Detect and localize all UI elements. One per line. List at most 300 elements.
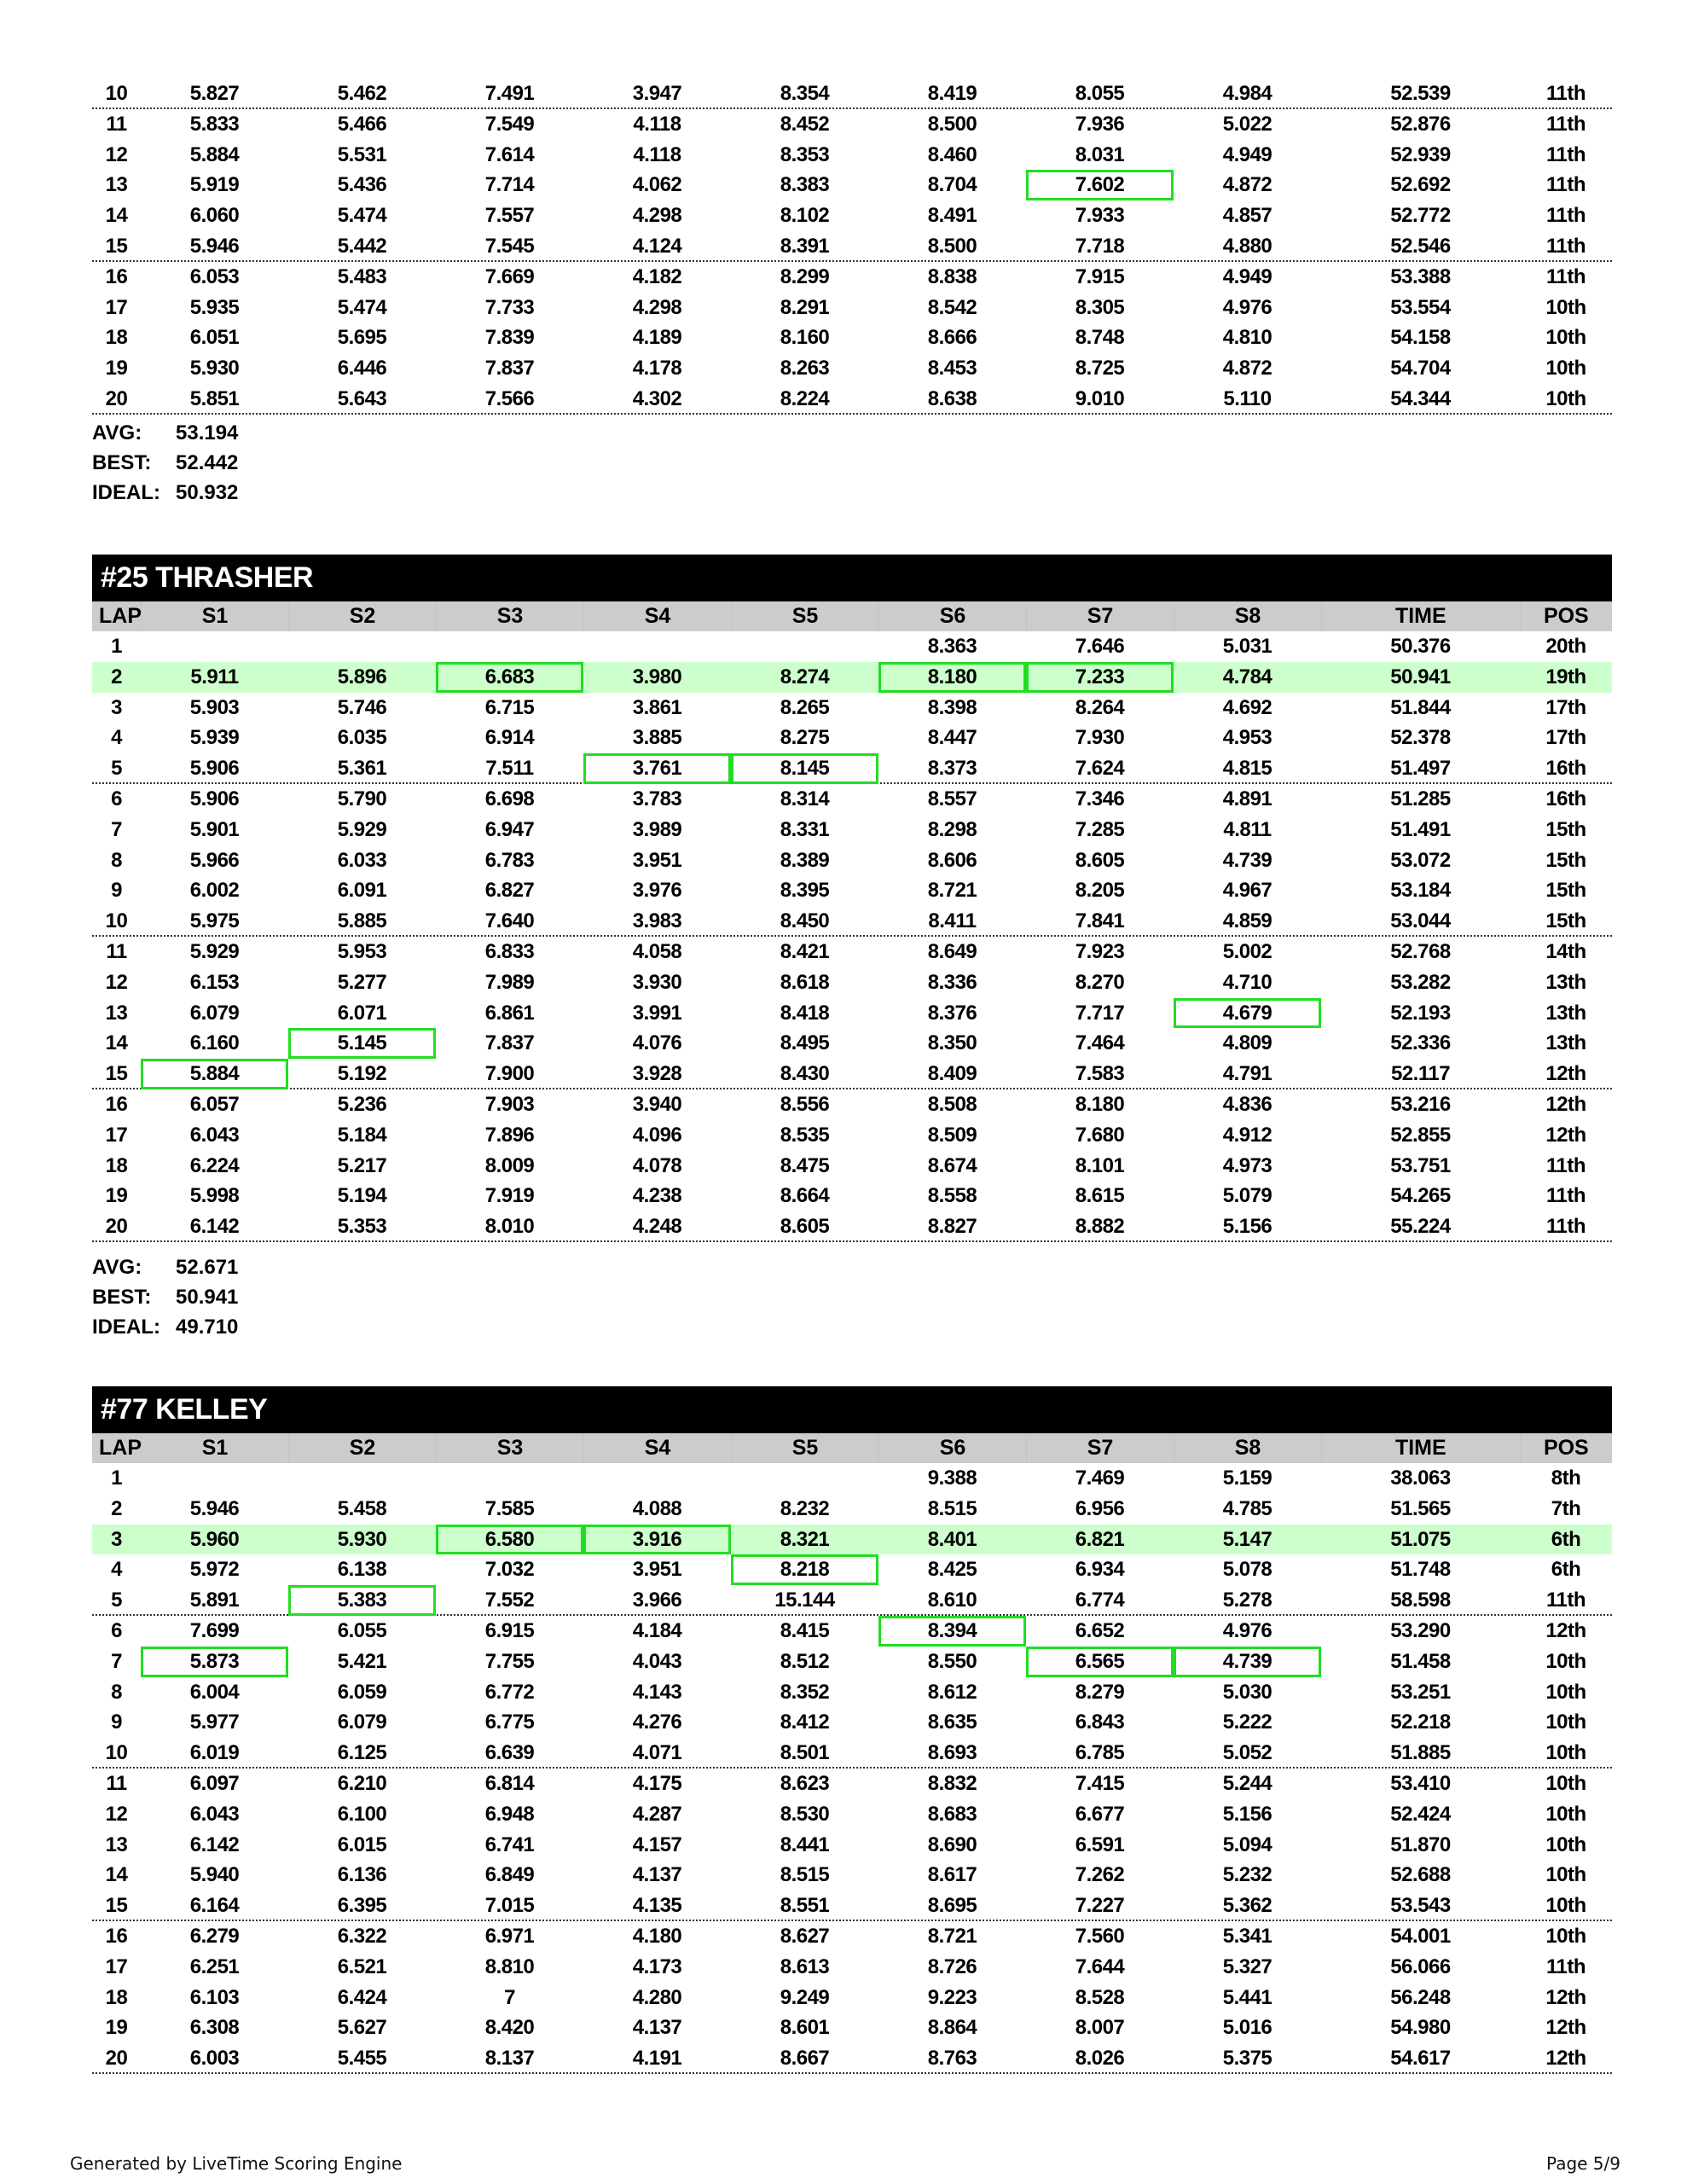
sector-cell: 4.143 bbox=[632, 1680, 682, 1704]
sector-cell: 5.896 bbox=[337, 665, 387, 688]
sector-cell: 4.949 bbox=[1222, 142, 1272, 166]
position: 12th bbox=[1545, 1985, 1586, 2009]
lap-row bbox=[92, 753, 1612, 784]
lap-number: 11 bbox=[106, 112, 127, 136]
sector-cell: 4.872 bbox=[1222, 357, 1272, 380]
column-header-s5: S5 bbox=[731, 1433, 878, 1463]
sector-cell: 5.483 bbox=[337, 264, 387, 288]
sector-cell: 8.137 bbox=[484, 2047, 535, 2071]
sector-cell: 8.055 bbox=[1075, 82, 1125, 105]
position: 10th bbox=[1545, 1711, 1586, 1734]
sector-cell: 4.175 bbox=[632, 1771, 682, 1795]
sector-cell: 8.558 bbox=[927, 1184, 977, 1208]
sector-cell: 6.142 bbox=[189, 1215, 240, 1239]
sector-cell: 6.136 bbox=[337, 1863, 387, 1887]
lap-time: 52.688 bbox=[1390, 1863, 1451, 1887]
lap-time: 54.158 bbox=[1390, 326, 1451, 350]
sector-cell: 8.509 bbox=[927, 1123, 977, 1147]
sector-cell: 5.906 bbox=[189, 787, 240, 810]
position: 17th bbox=[1545, 695, 1586, 719]
best-sector-cell: 3.916 bbox=[583, 1525, 731, 1555]
lap-row bbox=[92, 693, 1612, 723]
sector-cell: 6.071 bbox=[337, 1001, 387, 1025]
sector-cell: 6.639 bbox=[484, 1741, 535, 1765]
sector-cell: 8.557 bbox=[927, 787, 977, 810]
sector-cell: 8.336 bbox=[927, 970, 977, 994]
lap-row bbox=[92, 1463, 1612, 1494]
lap-time: 53.388 bbox=[1390, 264, 1451, 288]
sector-cell: 3.861 bbox=[632, 695, 682, 719]
sector-cell: 5.441 bbox=[1222, 1985, 1272, 2009]
sector-cell: 8.224 bbox=[780, 386, 830, 410]
sector-cell: 8.542 bbox=[927, 295, 977, 319]
sector-cell: 6.772 bbox=[484, 1680, 535, 1704]
best-lap-row bbox=[92, 1525, 1612, 1555]
column-header-s7: S7 bbox=[1026, 601, 1174, 631]
sector-cell: 7.549 bbox=[484, 112, 535, 136]
lap-row bbox=[92, 2043, 1612, 2074]
sector-cell: 5.277 bbox=[337, 970, 387, 994]
sector-cell: 8.415 bbox=[780, 1618, 830, 1642]
column-header-pos: POS bbox=[1520, 1433, 1612, 1463]
best-sector-cell: 5.383 bbox=[288, 1585, 436, 1616]
lap-row bbox=[92, 78, 1612, 109]
sector-cell: 3.951 bbox=[632, 848, 682, 872]
lap-number: 19 bbox=[105, 2016, 128, 2040]
lap-time: 53.410 bbox=[1390, 1771, 1451, 1795]
sector-cell: 5.972 bbox=[189, 1558, 240, 1582]
sector-cell: 3.989 bbox=[632, 817, 682, 841]
sector-cell: 4.984 bbox=[1222, 82, 1272, 105]
sector-cell: 5.531 bbox=[337, 142, 387, 166]
sector-cell: 4.912 bbox=[1222, 1123, 1272, 1147]
lap-row bbox=[92, 1677, 1612, 1708]
summary-avg-label: AVG: bbox=[92, 421, 142, 444]
sector-cell: 6.160 bbox=[189, 1031, 240, 1055]
lap-number: 8 bbox=[111, 1680, 122, 1704]
sector-cell: 5.466 bbox=[337, 112, 387, 136]
lap-time: 51.885 bbox=[1390, 1741, 1451, 1765]
lap-row bbox=[92, 1738, 1612, 1769]
position: 11th bbox=[1545, 173, 1586, 197]
sector-cell: 9.388 bbox=[927, 1467, 977, 1490]
sector-cell: 6.783 bbox=[484, 848, 535, 872]
sector-cell: 8.354 bbox=[780, 82, 830, 105]
sector-cell: 4.189 bbox=[632, 326, 682, 350]
sector-cell: 3.783 bbox=[632, 787, 682, 810]
sector-cell: 7.585 bbox=[484, 1496, 535, 1520]
position: 10th bbox=[1545, 1649, 1586, 1673]
summary-best bbox=[92, 1282, 238, 1312]
lap-number: 12 bbox=[105, 970, 128, 994]
sector-cell: 6.521 bbox=[337, 1955, 387, 1978]
sector-cell: 8.205 bbox=[1075, 879, 1125, 903]
sector-cell: 5.833 bbox=[189, 112, 240, 136]
best-sector-cell: 8.218 bbox=[731, 1554, 878, 1585]
sector-cell: 7.900 bbox=[484, 1062, 535, 1086]
sector-cell: 8.026 bbox=[1075, 2047, 1125, 2071]
sector-cell: 4.184 bbox=[632, 1618, 682, 1642]
sector-cell: 3.928 bbox=[632, 1062, 682, 1086]
lap-time: 51.285 bbox=[1390, 787, 1451, 810]
sector-cell: 5.442 bbox=[337, 234, 387, 258]
lap-number: 20 bbox=[105, 1215, 128, 1239]
sector-cell: 4.836 bbox=[1222, 1092, 1272, 1116]
lap-time: 52.193 bbox=[1390, 1001, 1451, 1025]
sector-cell: 4.173 bbox=[632, 1955, 682, 1978]
lap-number: 19 bbox=[105, 1184, 128, 1208]
sector-cell: 6.861 bbox=[484, 1001, 535, 1025]
sector-cell: 6.741 bbox=[484, 1833, 535, 1856]
lap-row bbox=[92, 998, 1612, 1029]
sector-cell: 8.452 bbox=[780, 112, 830, 136]
sector-cell: 6.827 bbox=[484, 879, 535, 903]
sector-cell: 7.464 bbox=[1075, 1031, 1125, 1055]
sector-cell: 4.248 bbox=[632, 1215, 682, 1239]
lap-number: 13 bbox=[105, 1001, 128, 1025]
lap-time: 53.290 bbox=[1390, 1618, 1451, 1642]
summary-best-label: BEST: bbox=[92, 451, 152, 474]
lap-row bbox=[92, 353, 1612, 384]
sector-cell: 9.223 bbox=[927, 1985, 977, 2009]
position: 11th bbox=[1545, 264, 1586, 288]
position: 11th bbox=[1545, 1153, 1586, 1177]
sector-cell: 7.646 bbox=[1075, 635, 1125, 658]
sector-cell: 8.617 bbox=[927, 1863, 977, 1887]
lap-row bbox=[92, 815, 1612, 845]
sector-cell: 8.031 bbox=[1075, 142, 1125, 166]
sector-cell: 8.363 bbox=[927, 635, 977, 658]
sector-cell: 8.395 bbox=[780, 879, 830, 903]
sector-cell: 4.810 bbox=[1222, 326, 1272, 350]
summary-avg-value: 53.194 bbox=[176, 421, 239, 444]
sector-cell: 6.002 bbox=[189, 879, 240, 903]
sector-cell: 5.455 bbox=[337, 2047, 387, 2071]
lap-time: 53.751 bbox=[1390, 1153, 1451, 1177]
best-sector-cell: 3.761 bbox=[583, 753, 731, 784]
sector-cell: 8.418 bbox=[780, 1001, 830, 1025]
lap-row bbox=[92, 784, 1612, 815]
sector-cell: 7.714 bbox=[484, 173, 535, 197]
sector-cell: 7.552 bbox=[484, 1589, 535, 1612]
sector-cell: 8.009 bbox=[484, 1153, 535, 1177]
sector-cell: 8.275 bbox=[780, 726, 830, 750]
sector-cell: 5.194 bbox=[337, 1184, 387, 1208]
lap-number: 4 bbox=[111, 1558, 122, 1582]
sector-cell: 7 bbox=[504, 1985, 515, 2009]
sector-cell: 5.474 bbox=[337, 295, 387, 319]
column-header-s1: S1 bbox=[141, 1433, 288, 1463]
lap-row bbox=[92, 1554, 1612, 1585]
best-sector-cell: 5.884 bbox=[141, 1059, 288, 1089]
sector-cell: 4.298 bbox=[632, 295, 682, 319]
column-header-s6: S6 bbox=[878, 1433, 1026, 1463]
sector-cell: 6.125 bbox=[337, 1741, 387, 1765]
sector-cell: 7.624 bbox=[1075, 757, 1125, 781]
best-sector-cell: 6.580 bbox=[436, 1525, 583, 1555]
lap-time: 53.543 bbox=[1390, 1894, 1451, 1918]
column-header-s3: S3 bbox=[436, 601, 583, 631]
sector-cell: 5.094 bbox=[1222, 1833, 1272, 1856]
sector-cell: 4.859 bbox=[1222, 909, 1272, 933]
sector-cell: 5.156 bbox=[1222, 1215, 1272, 1239]
lap-number: 16 bbox=[105, 1924, 128, 1948]
lap-row bbox=[92, 2013, 1612, 2043]
sector-cell: 8.551 bbox=[780, 1894, 830, 1918]
position: 10th bbox=[1545, 1680, 1586, 1704]
sector-cell: 8.726 bbox=[927, 1955, 977, 1978]
sector-cell bbox=[583, 1463, 731, 1494]
sector-cell: 4.124 bbox=[632, 234, 682, 258]
sector-cell: 5.159 bbox=[1222, 1467, 1272, 1490]
sector-cell: 5.975 bbox=[189, 909, 240, 933]
sector-cell: 8.460 bbox=[927, 142, 977, 166]
sector-cell: 5.232 bbox=[1222, 1863, 1272, 1887]
lap-number: 15 bbox=[105, 1894, 128, 1918]
sector-cell: 7.839 bbox=[484, 326, 535, 350]
column-header-row bbox=[92, 601, 1612, 631]
lap-row bbox=[92, 1181, 1612, 1211]
sector-cell: 8.601 bbox=[780, 2016, 830, 2040]
sector-cell: 6.446 bbox=[337, 357, 387, 380]
sector-cell: 6.775 bbox=[484, 1711, 535, 1734]
sector-cell: 5.078 bbox=[1222, 1558, 1272, 1582]
lap-number: 10 bbox=[105, 1741, 128, 1765]
sector-cell: 8.721 bbox=[927, 879, 977, 903]
lap-time: 53.216 bbox=[1390, 1092, 1451, 1116]
lap-number: 2 bbox=[111, 665, 122, 688]
best-sector-cell: 6.683 bbox=[436, 662, 583, 693]
position: 6th bbox=[1551, 1527, 1581, 1551]
sector-cell: 4.976 bbox=[1222, 1618, 1272, 1642]
sector-cell: 5.946 bbox=[189, 234, 240, 258]
sector-cell: 8.353 bbox=[780, 142, 830, 166]
sector-cell: 6.059 bbox=[337, 1680, 387, 1704]
sector-cell: 6.424 bbox=[337, 1985, 387, 2009]
lap-time: 51.870 bbox=[1390, 1833, 1451, 1856]
driver-section-thrasher bbox=[92, 555, 1612, 1242]
sector-cell: 7.640 bbox=[484, 909, 535, 933]
sector-cell: 3.947 bbox=[632, 82, 682, 105]
lap-number: 5 bbox=[111, 1589, 122, 1612]
sector-cell: 5.930 bbox=[189, 357, 240, 380]
sector-cell: 8.721 bbox=[927, 1924, 977, 1948]
sector-cell: 7.346 bbox=[1075, 787, 1125, 810]
lap-number: 5 bbox=[111, 757, 122, 781]
sector-cell: 6.164 bbox=[189, 1894, 240, 1918]
lap-time: 51.565 bbox=[1390, 1496, 1451, 1520]
sector-cell: 5.998 bbox=[189, 1184, 240, 1208]
lap-time: 56.066 bbox=[1390, 1955, 1451, 1978]
sector-cell: 7.583 bbox=[1075, 1062, 1125, 1086]
sector-cell: 6.947 bbox=[484, 817, 535, 841]
sector-cell: 4.973 bbox=[1222, 1153, 1272, 1177]
sector-cell: 8.373 bbox=[927, 757, 977, 781]
sector-cell: 6.043 bbox=[189, 1123, 240, 1147]
sector-cell: 3.980 bbox=[632, 665, 682, 688]
sector-cell: 6.677 bbox=[1075, 1802, 1125, 1826]
sector-cell: 6.142 bbox=[189, 1833, 240, 1856]
sector-cell: 3.983 bbox=[632, 909, 682, 933]
position: 6th bbox=[1551, 1558, 1581, 1582]
sector-cell: 7.415 bbox=[1075, 1771, 1125, 1795]
column-header-s4: S4 bbox=[583, 1433, 731, 1463]
summary-ideal-label: IDEAL: bbox=[92, 1316, 160, 1339]
sector-cell: 8.265 bbox=[780, 695, 830, 719]
column-header-s6: S6 bbox=[878, 601, 1026, 631]
sector-cell: 9.010 bbox=[1075, 386, 1125, 410]
position: 11th bbox=[1545, 1955, 1586, 1978]
sector-cell: 5.361 bbox=[337, 757, 387, 781]
sector-cell: 8.500 bbox=[927, 234, 977, 258]
sector-cell: 5.929 bbox=[337, 817, 387, 841]
lap-number: 1 bbox=[111, 635, 122, 658]
sector-cell: 6.091 bbox=[337, 879, 387, 903]
position: 12th bbox=[1545, 1092, 1586, 1116]
lap-number: 10 bbox=[105, 82, 128, 105]
sector-cell: 5.746 bbox=[337, 695, 387, 719]
sector-cell: 9.249 bbox=[780, 1985, 830, 2009]
lap-row bbox=[92, 293, 1612, 323]
sector-cell: 6.210 bbox=[337, 1771, 387, 1795]
sector-cell: 5.939 bbox=[189, 726, 240, 750]
sector-cell: 8.453 bbox=[927, 357, 977, 380]
sector-cell: 7.896 bbox=[484, 1123, 535, 1147]
sector-cell: 4.118 bbox=[633, 142, 681, 166]
sector-cell: 8.605 bbox=[780, 1215, 830, 1239]
sector-cell: 6.833 bbox=[484, 939, 535, 963]
sector-cell: 6.821 bbox=[1075, 1527, 1125, 1551]
sector-cell: 6.251 bbox=[189, 1955, 240, 1978]
lap-time: 54.265 bbox=[1390, 1184, 1451, 1208]
lap-time: 52.546 bbox=[1390, 234, 1451, 258]
best-sector-cell: 4.739 bbox=[1174, 1647, 1321, 1677]
sector-cell: 3.976 bbox=[632, 879, 682, 903]
position: 13th bbox=[1545, 1001, 1586, 1025]
lap-time: 53.251 bbox=[1390, 1680, 1451, 1704]
sector-cell: 6.934 bbox=[1075, 1558, 1125, 1582]
sector-cell: 3.991 bbox=[632, 1001, 682, 1025]
sector-cell: 4.078 bbox=[632, 1153, 682, 1177]
lap-time: 38.063 bbox=[1390, 1467, 1451, 1490]
lap-time: 51.844 bbox=[1390, 695, 1451, 719]
position: 10th bbox=[1545, 1863, 1586, 1887]
lap-number: 17 bbox=[105, 295, 128, 319]
sector-cell: 5.851 bbox=[189, 386, 240, 410]
position: 11th bbox=[1545, 1589, 1586, 1612]
sector-cell: 4.071 bbox=[632, 1741, 682, 1765]
lap-row bbox=[92, 1891, 1612, 1921]
lap-time: 54.001 bbox=[1390, 1924, 1451, 1948]
position: 10th bbox=[1545, 295, 1586, 319]
sector-cell: 6.051 bbox=[189, 326, 240, 350]
column-header-s7: S7 bbox=[1026, 1433, 1174, 1463]
sector-cell: 4.298 bbox=[632, 204, 682, 228]
sector-cell: 4.710 bbox=[1222, 970, 1272, 994]
lap-time: 56.248 bbox=[1390, 1985, 1451, 2009]
column-header-time: TIME bbox=[1321, 1433, 1520, 1463]
sector-cell: 8.264 bbox=[1075, 695, 1125, 719]
column-header-s3: S3 bbox=[436, 1433, 583, 1463]
sector-cell: 4.287 bbox=[632, 1802, 682, 1826]
sector-cell: 7.227 bbox=[1075, 1894, 1125, 1918]
sector-cell bbox=[288, 1463, 436, 1494]
position: 10th bbox=[1545, 386, 1586, 410]
sector-cell: 5.217 bbox=[337, 1153, 387, 1177]
sector-cell: 6.033 bbox=[337, 848, 387, 872]
lap-time: 51.075 bbox=[1390, 1527, 1451, 1551]
sector-cell: 8.450 bbox=[780, 909, 830, 933]
summary-ideal-label: IDEAL: bbox=[92, 481, 160, 504]
sector-cell: 8.383 bbox=[780, 173, 830, 197]
sector-cell: 4.157 bbox=[632, 1833, 682, 1856]
sector-cell: 6.774 bbox=[1075, 1589, 1125, 1612]
sector-cell: 4.238 bbox=[632, 1184, 682, 1208]
sector-cell: 5.341 bbox=[1222, 1924, 1272, 1948]
lap-row bbox=[92, 1211, 1612, 1242]
column-header-time: TIME bbox=[1321, 601, 1520, 631]
lap-time: 52.772 bbox=[1390, 204, 1451, 228]
lap-row bbox=[92, 1983, 1612, 2013]
sector-cell: 8.649 bbox=[927, 939, 977, 963]
sector-cell: 5.930 bbox=[337, 1527, 387, 1551]
lap-time: 53.282 bbox=[1390, 970, 1451, 994]
sector-cell: 5.184 bbox=[337, 1123, 387, 1147]
sector-cell: 7.733 bbox=[484, 295, 535, 319]
position: 12th bbox=[1545, 1618, 1586, 1642]
sector-cell: 8.291 bbox=[780, 295, 830, 319]
driver-title: #77 KELLEY bbox=[92, 1386, 1612, 1433]
lap-row bbox=[92, 906, 1612, 937]
lap-number: 4 bbox=[111, 726, 122, 750]
sector-cell: 4.182 bbox=[632, 264, 682, 288]
sector-cell: 8.389 bbox=[780, 848, 830, 872]
sector-cell: 6.915 bbox=[484, 1618, 535, 1642]
sector-cell: 5.421 bbox=[337, 1649, 387, 1673]
lap-time: 53.044 bbox=[1390, 909, 1451, 933]
sector-cell: 8.550 bbox=[927, 1649, 977, 1673]
lap-row bbox=[92, 1830, 1612, 1861]
lap-time: 52.692 bbox=[1390, 173, 1451, 197]
sector-cell: 5.436 bbox=[337, 173, 387, 197]
sector-cell: 8.101 bbox=[1075, 1153, 1125, 1177]
sector-cell: 8.475 bbox=[780, 1153, 830, 1177]
sector-cell: 7.936 bbox=[1075, 112, 1125, 136]
sector-cell: 7.837 bbox=[484, 1031, 535, 1055]
sector-cell: 3.951 bbox=[632, 1558, 682, 1582]
sector-cell: 8.763 bbox=[927, 2047, 977, 2071]
sector-cell: 6.019 bbox=[189, 1741, 240, 1765]
position: 10th bbox=[1545, 1802, 1586, 1826]
lap-number: 20 bbox=[105, 2047, 128, 2071]
lap-number: 17 bbox=[105, 1955, 128, 1978]
position: 11th bbox=[1545, 1184, 1586, 1208]
lap-row bbox=[92, 1707, 1612, 1738]
sector-cell: 7.566 bbox=[484, 386, 535, 410]
lap-row bbox=[92, 1585, 1612, 1616]
sector-cell: 7.557 bbox=[484, 204, 535, 228]
sector-cell: 3.885 bbox=[632, 726, 682, 750]
sector-cell: 6.395 bbox=[337, 1894, 387, 1918]
sector-cell: 8.674 bbox=[927, 1153, 977, 1177]
sector-cell: 5.147 bbox=[1222, 1527, 1272, 1551]
sector-cell: 8.430 bbox=[780, 1062, 830, 1086]
sector-cell: 7.718 bbox=[1075, 234, 1125, 258]
sector-cell: 7.669 bbox=[484, 264, 535, 288]
sector-cell: 8.279 bbox=[1075, 1680, 1125, 1704]
sector-cell: 8.263 bbox=[780, 357, 830, 380]
sector-cell: 4.739 bbox=[1222, 848, 1272, 872]
